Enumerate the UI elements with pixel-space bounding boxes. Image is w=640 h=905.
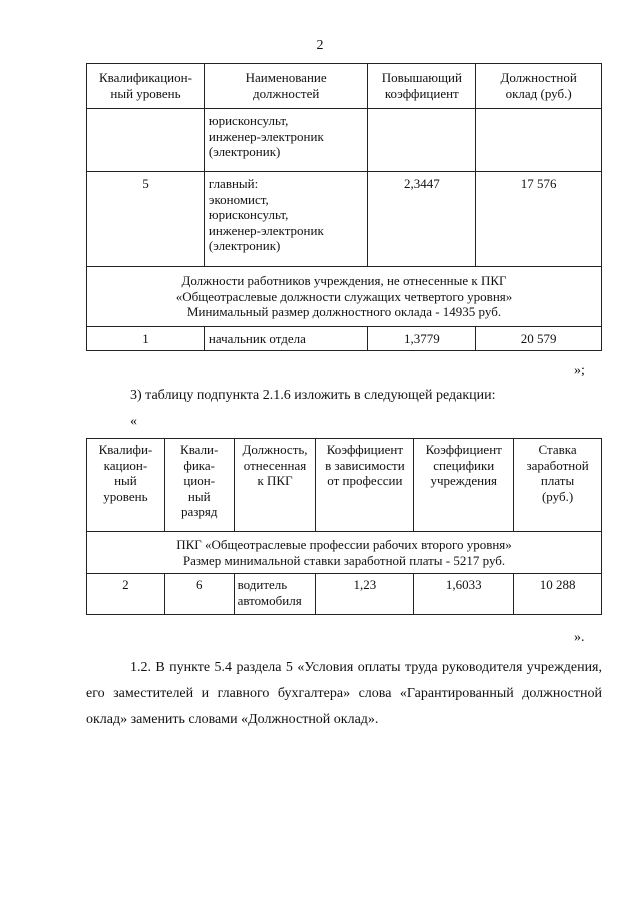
table1-cell-empty — [476, 109, 602, 172]
table1-header-row — [87, 64, 602, 109]
table2-header-coef-spec: Коэффициент специфики учреждения — [414, 439, 514, 532]
table2-cell-grade: 6 — [164, 574, 234, 615]
table1-cell-names: юрисконсульт, инженер-электроник (электроник) — [204, 109, 368, 172]
table1-group-row — [87, 267, 602, 327]
table1-cell-salary: 20 579 — [476, 326, 602, 351]
table1-header-salary: Должностной оклад (руб.) — [476, 64, 602, 109]
table2-cell-rate: 10 288 — [514, 574, 602, 615]
table1-cell-empty — [368, 109, 476, 172]
table2-group-title: ПКГ «Общеотраслевые профессии рабочих второго уровня» Размер минимальной ставки заработной платы - 5217 руб. — [87, 532, 602, 574]
table1-row-5 — [87, 172, 602, 267]
amendment-paragraph: 1.2. В пункте 5.4 раздела 5 «Условия оплаты труда руководителя учреждения, его заместителей и главного бухгалтера» слова «Гарантированный должностной оклад» заменить словами «Должностной оклад». — [86, 660, 602, 727]
table2-row — [87, 574, 602, 615]
table2-header-position: Должность, отнесенная к ПКГ — [234, 439, 316, 532]
table1-header-coef: Повышающий коэффициент — [368, 64, 476, 109]
table2-header-level: Квалифи- кацион- ный уровень — [87, 439, 165, 532]
intro-text: 3) таблицу подпункта 2.1.6 изложить в следующей редакции: — [130, 388, 496, 403]
table1-cell-coef: 2,3447 — [368, 172, 476, 267]
table2-cell-level: 2 — [87, 574, 165, 615]
table1-cell-coef: 1,3779 — [368, 326, 476, 351]
closing-quote-1: »; — [574, 363, 585, 378]
table2-header-grade: Квали- фика- цион- ный разряд — [164, 439, 234, 532]
table1-cell-empty — [87, 109, 205, 172]
page-number: 2 — [316, 38, 324, 53]
table1-cell-names: главный: экономист, юрисконсульт, инженер-электроник (электроник) — [204, 172, 368, 267]
closing-quote-2: ». — [574, 630, 585, 645]
table1-group-title: Должности работников учреждения, не отнесенные к ПКГ «Общеотраслевые должности служащих четвертого уровня» Минимальный размер должностного оклада - 14935 руб. — [87, 267, 602, 327]
salary-table-2 — [86, 438, 602, 615]
table2-cell-position: водитель автомобиля — [234, 574, 316, 615]
table1-header-level: Квалификацион- ный уровень — [87, 64, 205, 109]
table1-cell-name: начальник отдела — [204, 326, 368, 351]
salary-table-1 — [86, 63, 602, 351]
table2-header-coef-prof: Коэффициент в зависимости от профессии — [316, 439, 414, 532]
table2-cell-coef-spec: 1,6033 — [414, 574, 514, 615]
opening-quote-2: « — [130, 414, 137, 429]
table1-cell-level: 1 — [87, 326, 205, 351]
table1-cell-salary: 17 576 — [476, 172, 602, 267]
table1-cell-level: 5 — [87, 172, 205, 267]
table2-cell-coef-prof: 1,23 — [316, 574, 414, 615]
table2-header-row — [87, 439, 602, 532]
table2-group-row — [87, 532, 602, 574]
table1-header-names: Наименование должностей — [204, 64, 368, 109]
table1-row-continued — [87, 109, 602, 172]
table2-header-rate: Ставка заработной платы (руб.) — [514, 439, 602, 532]
table1-row-1 — [87, 326, 602, 351]
